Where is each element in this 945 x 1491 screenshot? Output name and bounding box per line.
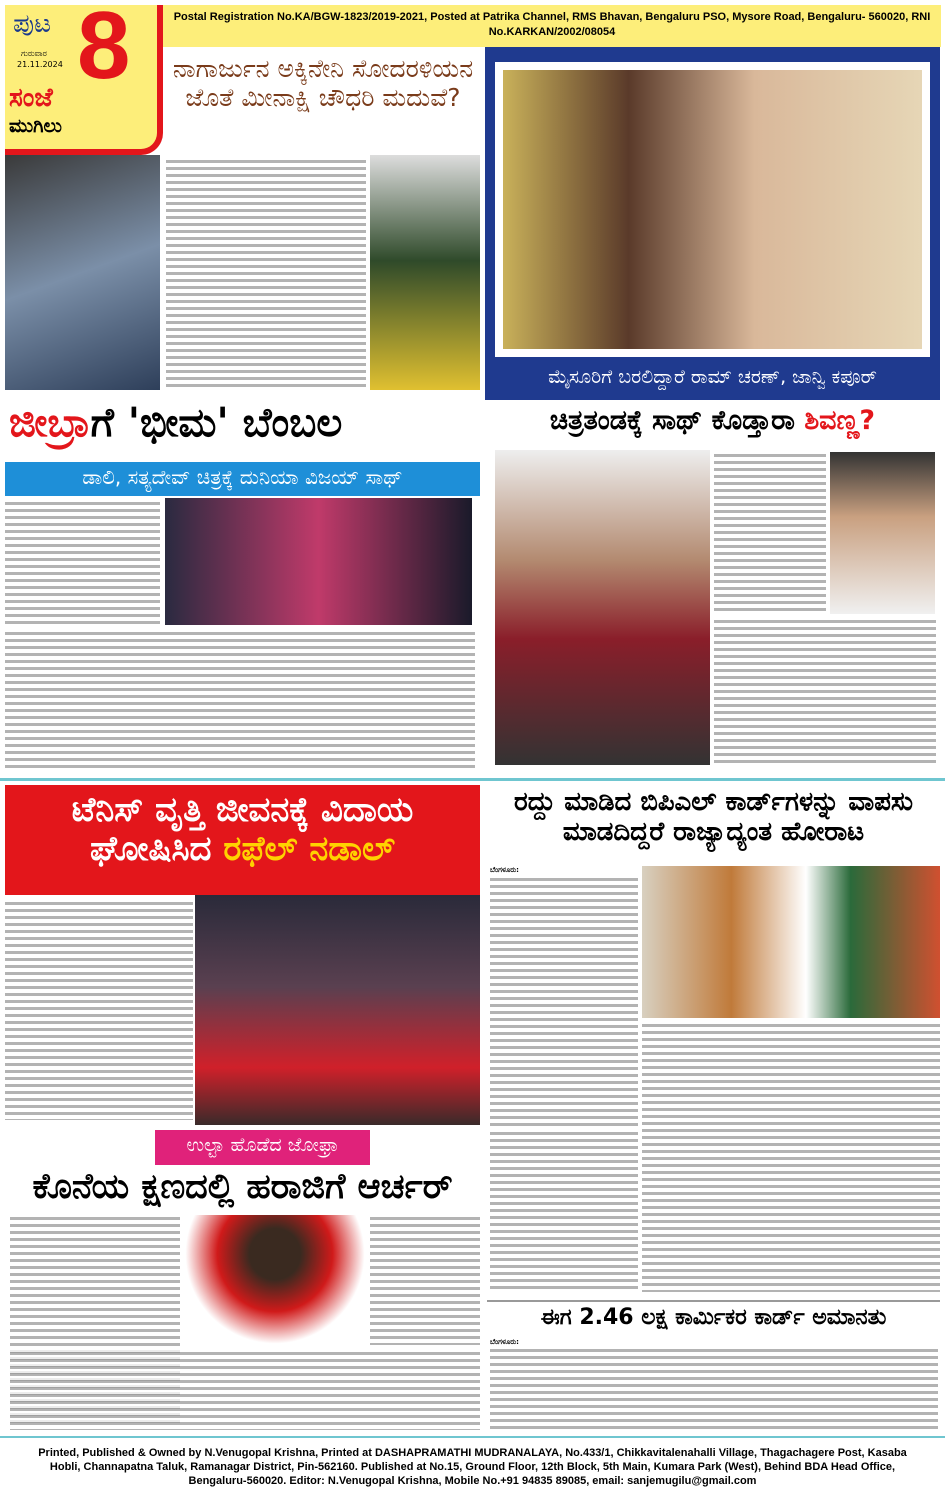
meenakshi-photo [370, 155, 480, 390]
shivanna-headline-black: ಚಿತ್ರತಂಡಕ್ಕೆ ಸಾಥ್ ಕೊಡ್ತಾರಾ [549, 405, 795, 436]
divider [0, 778, 945, 781]
ramcharan-caption: ಮೈಸೂರಿಗೆ ಬರಲಿದ್ದಾರೆ ರಾಮ್ ಚರಣ್, ಜಾನ್ವಿ ಕಪೂರ್ [548, 366, 877, 388]
divider [0, 1436, 945, 1438]
masthead [5, 0, 163, 155]
nadal-headline-band [5, 785, 480, 895]
zebra-headline [5, 400, 480, 446]
footer-imprint: Printed, Published & Owned by N.Venugopal Krishna, Printed at DASHAPRAMATHI MUDRANALAYA, No.433/1, Chikkavitalenahalli Village, Thagachagere Post, Kasaba Hobli, Channapatna Taluk, Ramanagar District, Pin-562160. Published at No.15, Ground Floor, 12th Block, 5th Main, Kumara Park (West), Behind BDA Head Office, Bengaluru-560020. Editor: N.Venugopal Krishna, Mobile No.+91 94835 89085, email: sanjemugilu@gmail.com [38, 1447, 907, 1487]
bpl-protest-photo [642, 866, 940, 1018]
archer-photo [185, 1215, 365, 1345]
bpl-dateline: ಬೆಂಗಳೂರು: [490, 866, 519, 874]
bpl-headline: ರದ್ದು ಮಾಡಿದ ಬಿಪಿಎಲ್ ಕಾರ್ಡ್‌ಗಳನ್ನು ವಾಪಸು ಮಾಡದಿದ್ದರೆ ರಾಜ್ಯಾದ್ಯಂತ ಹೋರಾಟ [514, 787, 913, 847]
zebra-body-2 [5, 630, 475, 770]
shivanna-photo [495, 450, 710, 765]
nadal-headline-2: ಘೋಷಿಸಿದ [89, 829, 212, 870]
zebra-headline-black: ಗೆ 'ಭೀಮ' ಬೆಂಬಲ [90, 400, 343, 446]
zebra-event-photo [165, 498, 472, 625]
paper-name-1: ಸಂಜೆ [9, 83, 53, 113]
nadal-body [5, 900, 193, 1120]
actor-photo [5, 155, 160, 390]
archer-kicker: ಉಲ್ಟಾ ಹೊಡೆದ ಜೋಫ್ರಾ [155, 1130, 370, 1165]
archer-body-3 [10, 1350, 480, 1430]
labour-dateline: ಬೆಂಗಳೂರು: [490, 1338, 519, 1346]
page-label: ಪುಟ [13, 9, 52, 39]
zebra-headline-red: ಜೀಬ್ರಾ [9, 400, 91, 446]
divider [487, 1300, 940, 1302]
ramcharan-box [485, 47, 940, 400]
bpl-body-3 [490, 1130, 638, 1292]
archer-body-2 [370, 1215, 480, 1345]
nadal-headline-1: ಟೆನಿಸ್ ವೃತ್ತಿ ಜೀವನಕ್ಕೆ ವಿದಾಯ [71, 790, 414, 830]
shivanna-headline-red: ಶಿವಣ್ಣ? [804, 405, 876, 436]
shivanna-body-2 [714, 618, 936, 763]
zebra-body-1 [5, 500, 160, 625]
nagarjuna-headline: ನಾಗಾರ್ಜುನ ಅಕ್ಕಿನೇನಿ ಸೋದರಳಿಯನ ಜೊತೆ ಮೀನಾಕ್ಷಿ ಚೌಧರಿ ಮದುವೆ? [172, 54, 474, 112]
postal-registration: Postal Registration No.KA/BGW-1823/2019-2021, Posted at Patrika Channel, RMS Bhavan, Bengaluru PSO, Mysore Road, Bengaluru- 560020, RNI No.KARKAN/2002/08054 [163, 5, 941, 47]
zebra-subhead: ಡಾಲಿ, ಸತ್ಯದೇವ್ ಚಿತ್ರಕ್ಕೆ ದುನಿಯಾ ವಿಜಯ್ ಸಾಥ್ [5, 462, 480, 496]
shivanna-inset-photo [830, 452, 935, 614]
paper-name-2: ಮುಗಿಲು [9, 115, 62, 137]
labour-body [490, 1347, 938, 1432]
shivanna-body-1 [714, 452, 826, 612]
nadal-photo [195, 895, 480, 1125]
ramcharan-janhvi-photo [503, 70, 922, 349]
bpl-body-1 [490, 876, 638, 1126]
nagarjuna-body [166, 158, 366, 388]
nadal-headline-3: ರಫೆಲ್ ನಡಾಲ್ [223, 829, 395, 870]
day: ಗುರುವಾರ [21, 49, 47, 58]
archer-headline: ಕೊನೆಯ ಕ್ಷಣದಲ್ಲಿ ಹರಾಜಿಗೆ ಆರ್ಚರ್ [32, 1167, 453, 1207]
page-number: 8 [77, 0, 131, 99]
labour-headline: ಈಗ 2.46 ಲಕ್ಷ ಕಾರ್ಮಿಕರ ಕಾರ್ಡ್ ಅಮಾನತು [540, 1305, 887, 1330]
shivanna-headline [490, 405, 935, 436]
bpl-body-2 [642, 1022, 940, 1292]
date: 21.11.2024 [17, 60, 63, 69]
